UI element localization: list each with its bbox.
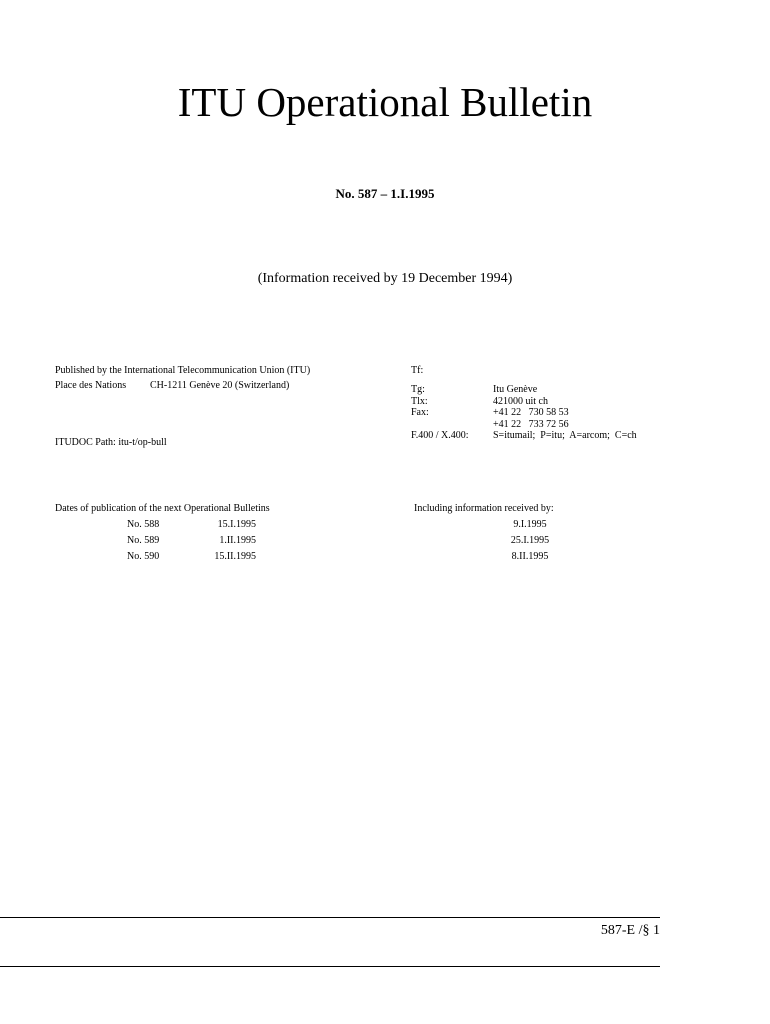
contact-row-x400 xyxy=(411,430,637,442)
received-by-date: 25.I.1995 xyxy=(510,535,550,546)
list-item xyxy=(127,519,256,535)
fax-label: Fax: xyxy=(411,407,429,418)
publication-date: 15.II.1995 xyxy=(214,551,256,562)
tf-label: Tf: xyxy=(411,365,424,376)
contact-row-fax xyxy=(411,407,637,419)
information-received-note: (Information received by 19 December 1994) xyxy=(257,271,513,286)
contact-row-fax-2 xyxy=(411,419,637,431)
contact-row-tg xyxy=(411,384,637,396)
including-info-heading: Including information received by: xyxy=(414,503,554,514)
itudoc-path: ITUDOC Path: itu-t/op-bull xyxy=(55,437,167,448)
contact-row-tf xyxy=(411,365,637,384)
publication-dates-heading: Dates of publication of the next Operational Bulletins xyxy=(55,503,270,514)
bulletin-number: No. 587 – 1.I.1995 xyxy=(335,186,435,201)
x400-label: F.400 / X.400: xyxy=(411,430,469,441)
footer-divider-top xyxy=(0,917,660,918)
publication-dates-list xyxy=(127,519,256,567)
tg-value: Itu Genève xyxy=(493,384,538,395)
publication-date: 1.II.1995 xyxy=(219,535,256,546)
contact-block xyxy=(411,365,637,442)
bulletin-no: No. 590 xyxy=(127,551,160,562)
list-item xyxy=(127,551,256,567)
document-title: ITU Operational Bulletin xyxy=(177,79,593,125)
publisher-address xyxy=(55,380,310,395)
publisher-block xyxy=(55,365,310,395)
page-reference: 587-E /§ 1 xyxy=(600,923,660,938)
address-street: Place des Nations xyxy=(55,380,127,391)
tlx-value: 421000 uit ch xyxy=(493,395,548,407)
received-by-list xyxy=(460,519,600,567)
footer-divider-bottom xyxy=(0,966,660,967)
fax-value-2: +41 22 733 72 56 xyxy=(493,418,569,430)
address-city: CH-1211 Genève 20 (Switzerland) xyxy=(150,380,290,391)
contact-row-tlx xyxy=(411,396,637,408)
received-by-date: 9.I.1995 xyxy=(513,519,547,530)
tg-label: Tg: xyxy=(411,384,425,395)
bulletin-no: No. 588 xyxy=(127,519,160,530)
bulletin-no: No. 589 xyxy=(127,535,160,546)
publication-date: 15.I.1995 xyxy=(217,519,256,530)
fax-value-1: +41 22 730 58 53 xyxy=(493,407,569,418)
publisher-line: Published by the International Telecommunication Union (ITU) xyxy=(55,365,311,376)
received-by-date: 8.II.1995 xyxy=(511,551,549,562)
list-item xyxy=(127,535,256,551)
tlx-label: Tlx: xyxy=(411,395,428,407)
x400-value: S=itumail; P=itu; A=arcom; C=ch xyxy=(493,430,637,441)
